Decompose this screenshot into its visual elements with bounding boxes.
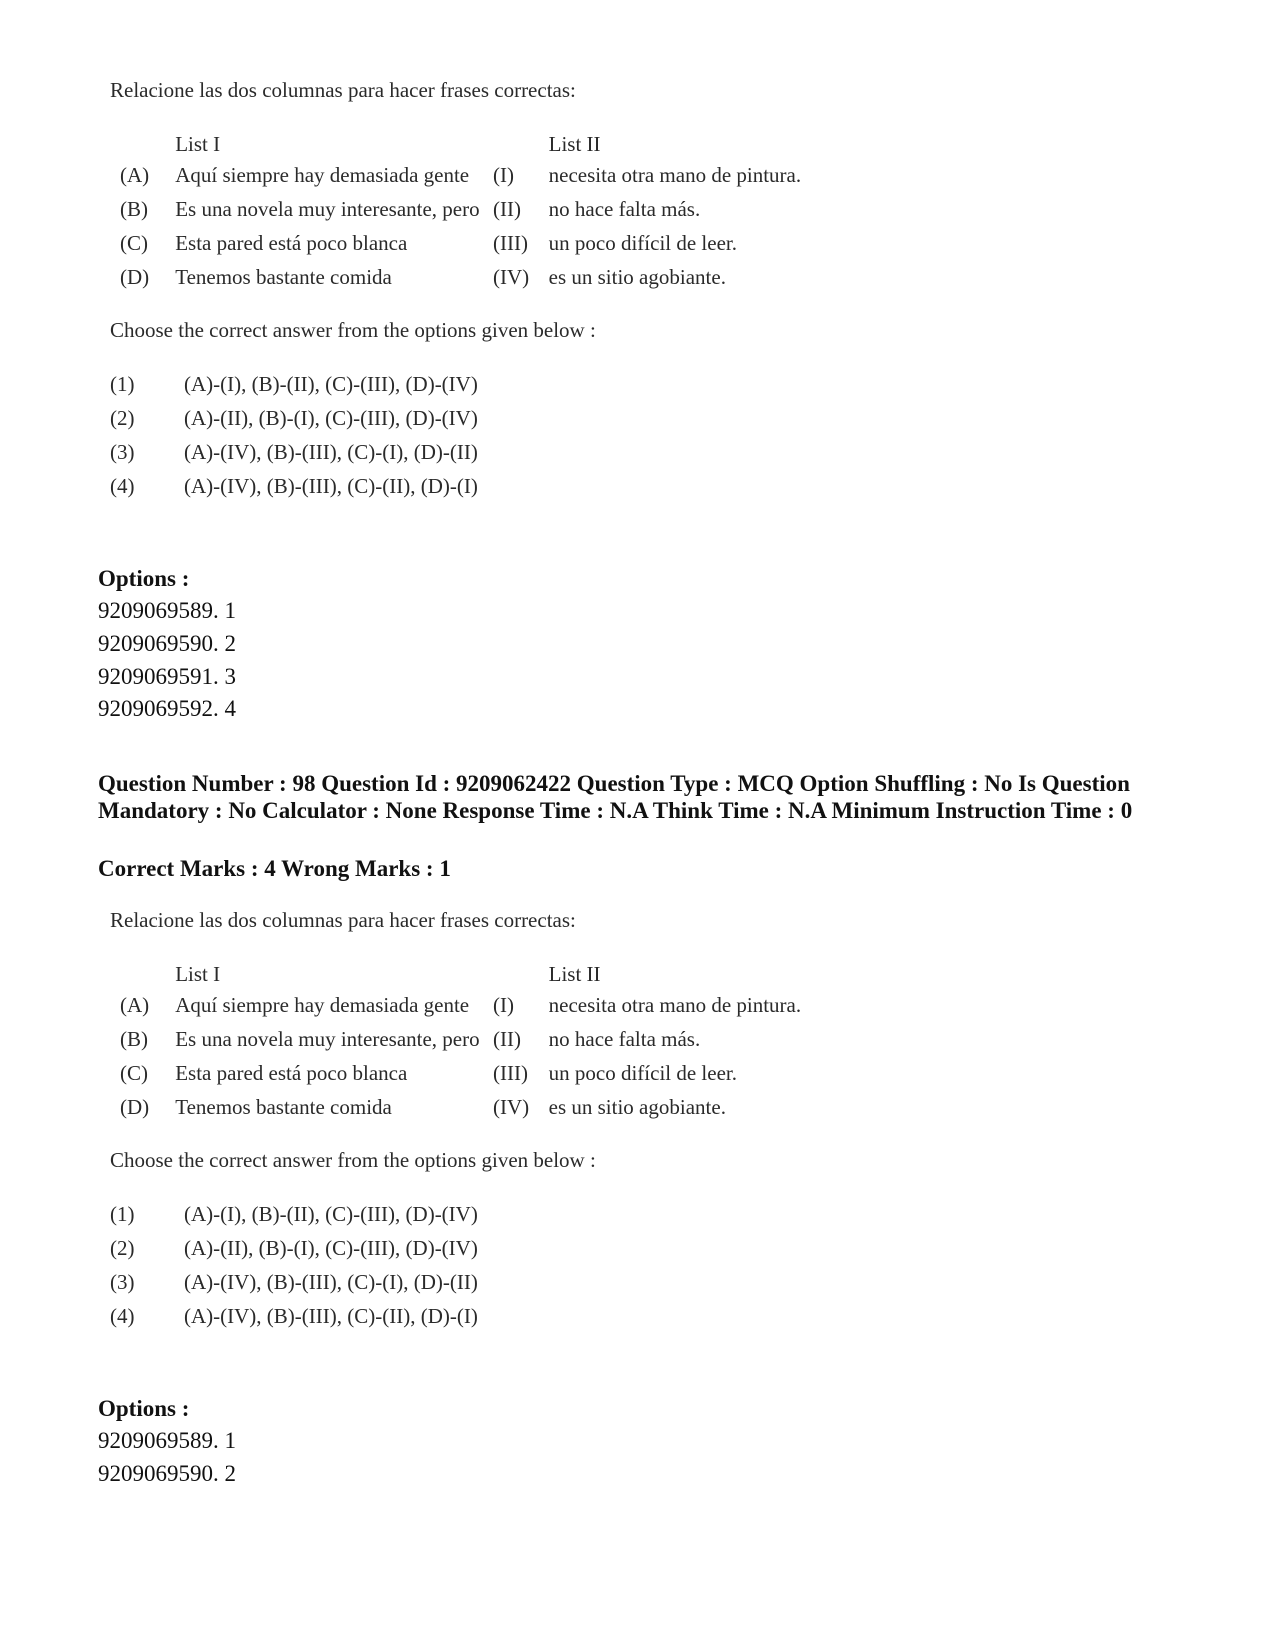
roman-label: (II) <box>492 197 521 221</box>
list-2-item: es un sitio agobiante. <box>548 1095 726 1119</box>
question-marks: Correct Marks : 4 Wrong Marks : 1 <box>98 856 451 881</box>
list-2-header: List II <box>548 962 601 986</box>
answer-number: (2) <box>110 1236 135 1260</box>
list-1-item: Es una novela muy interesante, pero <box>175 1027 480 1051</box>
question-image-2 <box>110 908 910 1333</box>
row-label: (C) <box>120 231 148 255</box>
question-meta: Question Number : 98 Question Id : 9209062422 Question Type : MCQ Option Shuffling : No Is Question Mandatory : No Calculator : None Response Time : N.A Think Time : N.A Minimum Instruction Time : 0 <box>98 771 1133 823</box>
options-title: Options : <box>98 1396 190 1421</box>
option-line: 9209069589. 1 <box>98 1428 236 1453</box>
answer-text: (A)-(IV), (B)-(III), (C)-(I), (D)-(II) <box>184 440 478 464</box>
answer-option <box>110 1231 910 1265</box>
match-table <box>120 957 910 1124</box>
question-intro: Relacione las dos columnas para hacer frases correctas: <box>110 78 576 102</box>
options-title: Options : <box>98 566 190 591</box>
match-row <box>120 988 910 1022</box>
roman-label: (I) <box>492 993 514 1017</box>
list-2-item: no hace falta más. <box>548 197 701 221</box>
answer-text: (A)-(IV), (B)-(III), (C)-(II), (D)-(I) <box>184 1304 478 1328</box>
answer-text: (A)-(IV), (B)-(III), (C)-(I), (D)-(II) <box>184 1270 478 1294</box>
row-label: (A) <box>120 163 150 187</box>
roman-label: (III) <box>492 1061 528 1085</box>
roman-label: (I) <box>492 163 514 187</box>
match-row <box>120 1056 910 1090</box>
list-1-header: List I <box>175 132 221 156</box>
match-row <box>120 158 910 192</box>
answer-number: (1) <box>110 372 135 396</box>
list-1-item: Esta pared está poco blanca <box>175 231 408 255</box>
list-1-header: List I <box>175 962 221 986</box>
choose-instruction: Choose the correct answer from the options given below : <box>110 1148 596 1172</box>
list-2-item: necesita otra mano de pintura. <box>548 993 802 1017</box>
answer-option <box>110 435 910 469</box>
roman-label: (II) <box>492 1027 521 1051</box>
row-label: (D) <box>120 265 150 289</box>
match-row <box>120 1090 910 1124</box>
answer-text: (A)-(I), (B)-(II), (C)-(III), (D)-(IV) <box>184 372 478 396</box>
roman-label: (IV) <box>492 1095 530 1119</box>
match-table <box>120 127 910 294</box>
answer-number: (1) <box>110 1202 135 1226</box>
list-1-item: Tenemos bastante comida <box>175 265 392 289</box>
row-label: (D) <box>120 1095 150 1119</box>
option-line: 9209069590. 2 <box>98 1461 236 1486</box>
answer-option <box>110 1197 910 1231</box>
option-line: 9209069589. 1 <box>98 598 236 623</box>
list-1-item: Aquí siempre hay demasiada gente <box>175 163 470 187</box>
list-2-item: necesita otra mano de pintura. <box>548 163 802 187</box>
list-2-item: no hace falta más. <box>548 1027 701 1051</box>
choose-instruction: Choose the correct answer from the options given below : <box>110 318 596 342</box>
roman-label: (IV) <box>492 265 530 289</box>
list-1-item: Aquí siempre hay demasiada gente <box>175 993 470 1017</box>
match-row <box>120 226 910 260</box>
answer-option <box>110 401 910 435</box>
list-1-item: Esta pared está poco blanca <box>175 1061 408 1085</box>
option-line: 9209069591. 3 <box>98 664 236 689</box>
match-row <box>120 192 910 226</box>
answer-option <box>110 1265 910 1299</box>
answer-text: (A)-(II), (B)-(I), (C)-(III), (D)-(IV) <box>184 1236 478 1260</box>
option-line: 9209069592. 4 <box>98 696 236 721</box>
row-label: (A) <box>120 993 150 1017</box>
answer-text: (A)-(IV), (B)-(III), (C)-(II), (D)-(I) <box>184 474 478 498</box>
row-label: (C) <box>120 1061 148 1085</box>
answer-option <box>110 1299 910 1333</box>
list-1-item: Tenemos bastante comida <box>175 1095 392 1119</box>
answer-number: (3) <box>110 1270 135 1294</box>
question-intro: Relacione las dos columnas para hacer frases correctas: <box>110 908 576 932</box>
row-label: (B) <box>120 197 148 221</box>
option-line: 9209069590. 2 <box>98 631 236 656</box>
list-2-item: un poco difícil de leer. <box>548 231 737 255</box>
match-row <box>120 260 910 294</box>
roman-label: (III) <box>492 231 528 255</box>
list-2-item: un poco difícil de leer. <box>548 1061 737 1085</box>
answer-number: (4) <box>110 474 135 498</box>
answer-option <box>110 469 910 503</box>
row-label: (B) <box>120 1027 148 1051</box>
answer-number: (2) <box>110 406 135 430</box>
answer-text: (A)-(I), (B)-(II), (C)-(III), (D)-(IV) <box>184 1202 478 1226</box>
answer-number: (3) <box>110 440 135 464</box>
answer-number: (4) <box>110 1304 135 1328</box>
answer-text: (A)-(II), (B)-(I), (C)-(III), (D)-(IV) <box>184 406 478 430</box>
list-2-header: List II <box>548 132 601 156</box>
match-row <box>120 1022 910 1056</box>
list-1-item: Es una novela muy interesante, pero <box>175 197 480 221</box>
question-image-1 <box>110 78 910 503</box>
answer-option <box>110 367 910 401</box>
list-2-item: es un sitio agobiante. <box>548 265 726 289</box>
